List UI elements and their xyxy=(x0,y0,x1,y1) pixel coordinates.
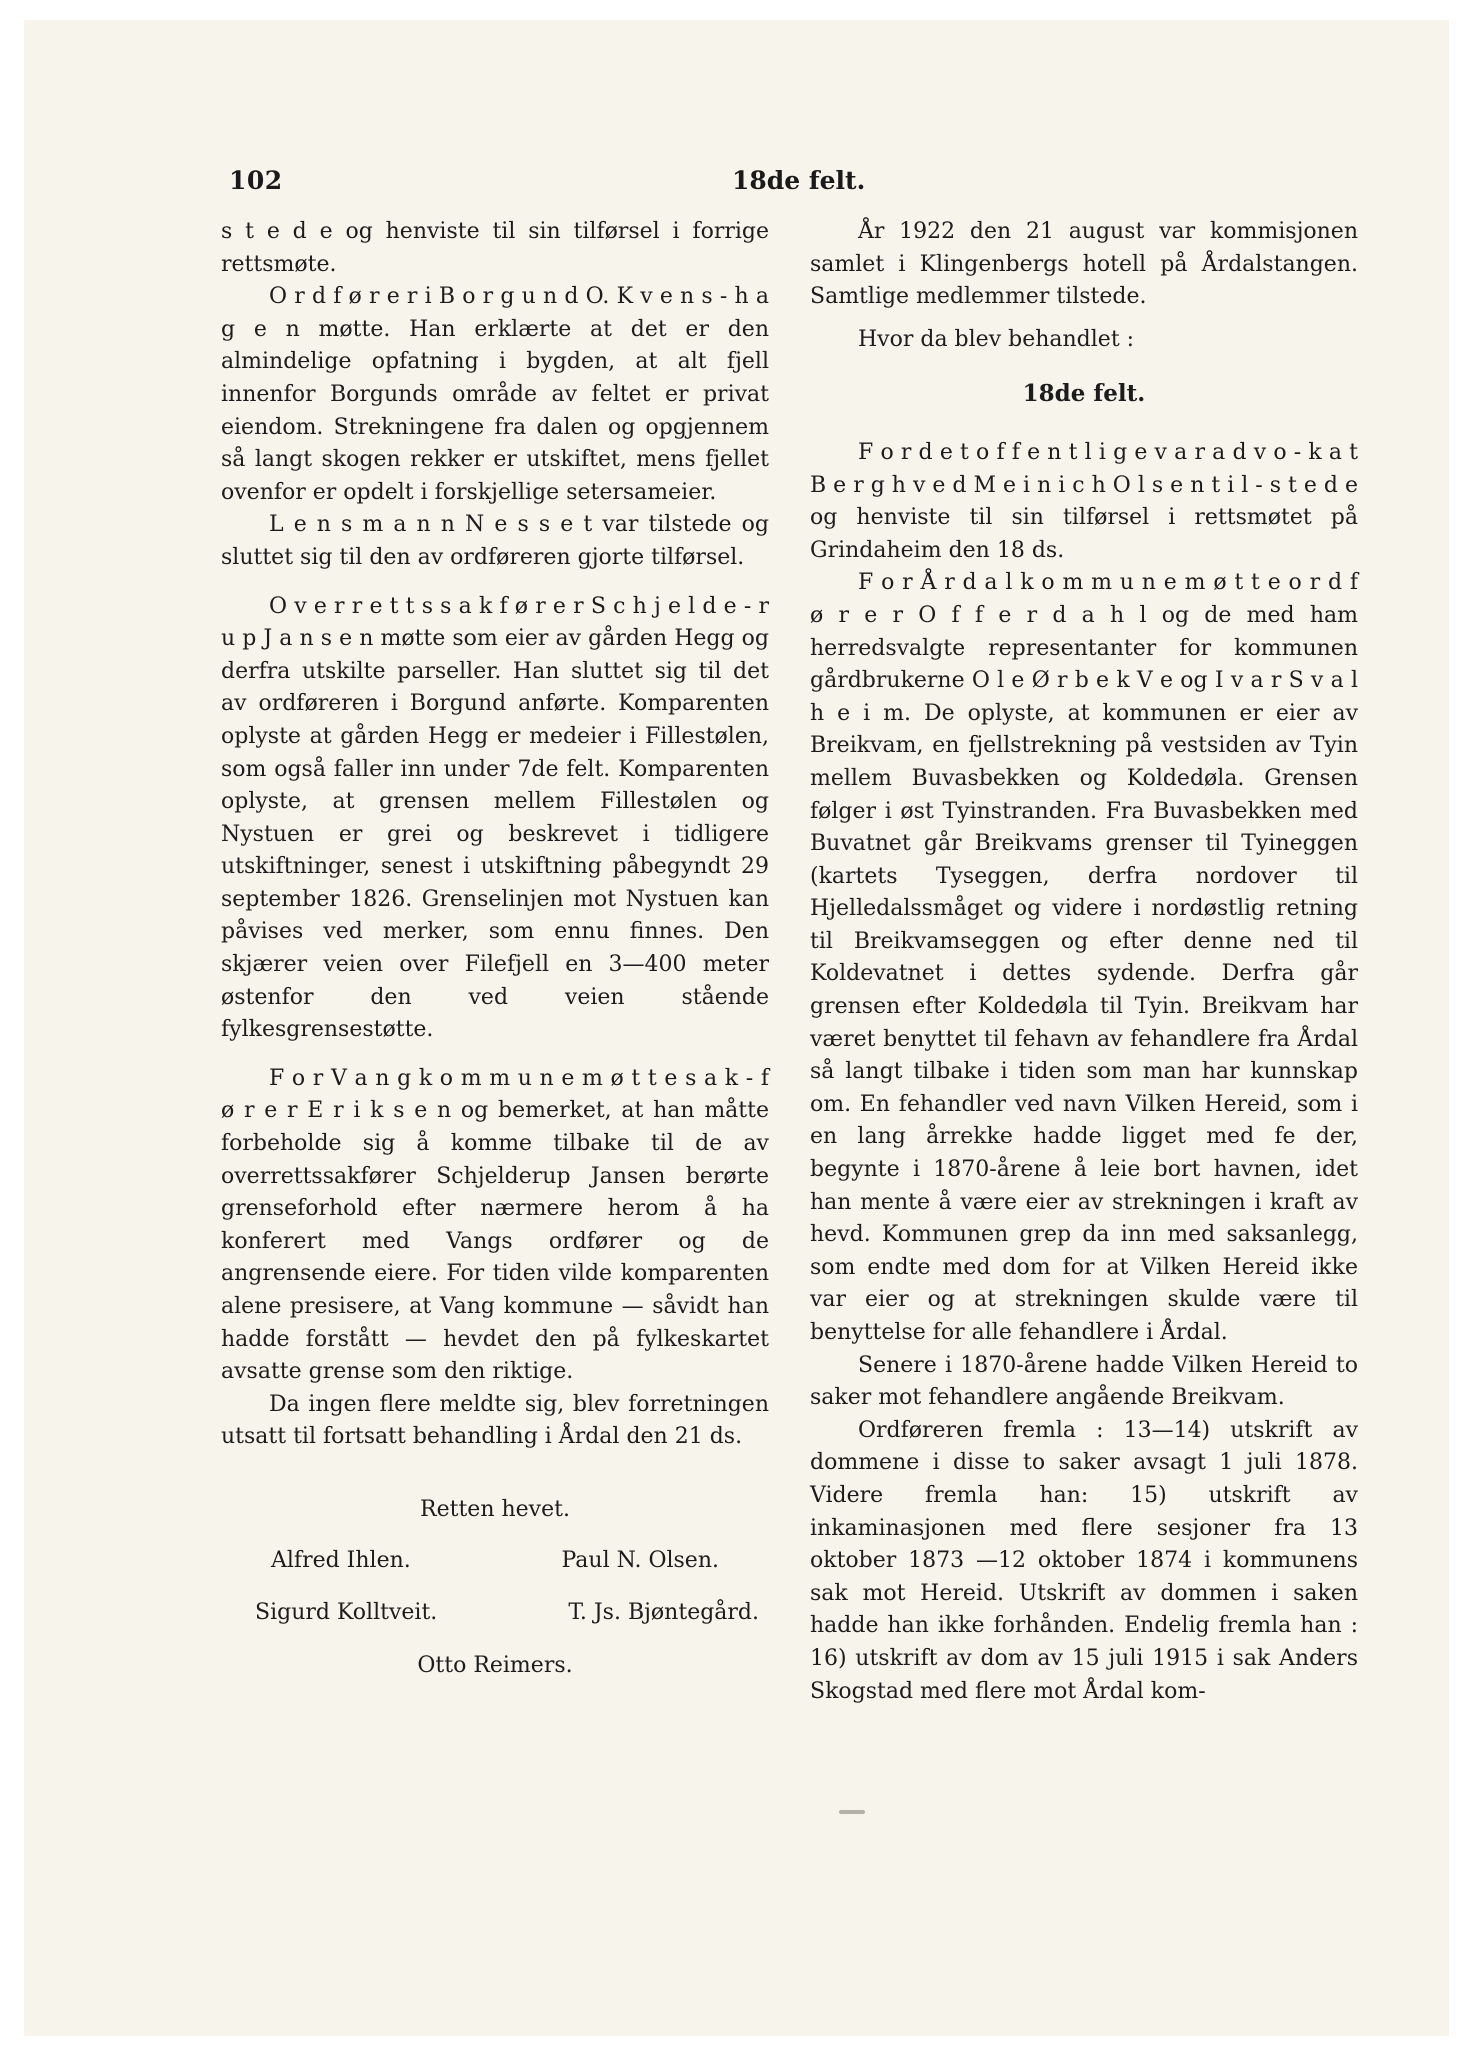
paragraph-text: og henviste til sin tilførsel i forrige rettsmøte. xyxy=(221,219,769,277)
paragraph-text: og xyxy=(1173,668,1215,694)
paragraph-text: og de med ham herredsvalgte representanter for kommunen gårdbrukerne xyxy=(810,602,1358,694)
paragraph xyxy=(221,1063,769,1389)
spaced-name: O l e Ø r b e k V e xyxy=(971,668,1174,694)
paragraph xyxy=(221,216,769,281)
paragraph-text: og henviste til sin tilførsel i rettsmøtet på Grindaheim den 18 ds. xyxy=(810,505,1358,563)
closing-line: Retten hevet. xyxy=(420,1496,570,1522)
spaced-name: F o r V a n g k o m m u n e m ø t t e s a k - f ø r e r E r i k s e n xyxy=(221,1065,769,1124)
paragraph: Senere i 1870-årene hadde Vilken Hereid to saker mot fehandlere angående Breikvam. xyxy=(810,1352,1358,1411)
paragraph: Hvor da blev behandlet : xyxy=(858,326,1135,352)
ink-mark xyxy=(839,1810,865,1814)
signature: Paul N. Olsen. xyxy=(561,1547,719,1573)
signature: Otto Reimers. xyxy=(417,1652,573,1678)
spaced-name: O r d f ø r e r i B o r g u n d O. K v e n s - h a g e n xyxy=(221,284,769,342)
left-column xyxy=(221,216,769,1682)
right-column xyxy=(810,216,1358,1708)
signature: T. Js. Bjøntegård. xyxy=(568,1600,759,1626)
spaced-name: s t e d e xyxy=(221,219,333,244)
paragraph xyxy=(221,509,769,574)
paragraph xyxy=(221,281,769,509)
signature-row xyxy=(255,1597,759,1630)
spaced-name: I v a r S v a l h e i m. xyxy=(810,668,1358,726)
running-head: 18de felt. xyxy=(732,166,866,195)
signature: Sigurd Kolltveit. xyxy=(255,1600,438,1626)
paragraph xyxy=(221,591,769,1047)
paragraph: Ordføreren fremla : 13—14) utskrift av dommene i disse to saker avsagt 1 juli 1878. Videre fremla han: 15) utskrift av inkaminasjonen med flere sesjoner fra 13 oktober 1873 —12 oktober 1874 i kommunens sak mot Hereid. Utskrift av dommen i saken hadde han ikke forhånden. Endelig fremla han : 16) utskrift av dom av 15 juli 1915 i sak Anders Skogstad med flere mot Årdal kom- xyxy=(810,1417,1358,1704)
paragraph-text: De oplyste, at kommunen er eier av Breikvam, en fjellstrekning på vestsiden av Tyin mellem Buvasbekken og Koldedøla. Grensen følger i øst Tyinstranden. Fra Buvasbekken med Buvatnet går Breikvams grenser til Tyineggen (kartets Tyseggen, derfra nordover til Hjelledalssmåget og videre i nordøstlig retning til Breikvamseggen og efter denne ned til Koldevatnet i dettes sydende. Derfra går grensen efter Koldedøla til Tyin. Breikvam har været benyttet til fehavn av fehandlere fra Årdal så langt tilbake i tiden som man har kunnskap om. En fehandler ved navn Vilken Hereid, som i en lang årrekke hadde ligget med fe der, begynte i 1870-årene å leie bort havnen, idet han mente å være eier av strekningen i kraft av hevd. Kommunen grep da inn med saksanlegg, som endte med dom for at Vilken Hereid ikke var eier og at strekningen skulde være til benyttelse for alle fehandlere i Årdal. xyxy=(810,700,1358,1345)
paragraph-text: var tilstede og sluttet sig til den av ordføreren gjorte tilførsel. xyxy=(221,512,769,570)
document-page xyxy=(24,20,1449,2036)
spaced-name: F o r d e t o f f e n t l i g e v a r a d v o - k a t B e r g h v e d M e i n i c h O l s e n t i l - s t e d e xyxy=(810,439,1358,498)
paragraph: År 1922 den 21 august var kommisjonen samlet i Klingenbergs hotell på Årdalstangen. Samtlige medlemmer tilstede. xyxy=(810,219,1358,310)
paragraph xyxy=(810,437,1358,567)
spaced-name: L e n s m a n n N e s s e t xyxy=(269,512,593,538)
page-number: 102 xyxy=(229,166,283,195)
section-heading: 18de felt. xyxy=(1022,380,1146,408)
page-header xyxy=(24,20,1449,200)
paragraph xyxy=(810,567,1358,1349)
spaced-name: O v e r r e t t s s a k f ø r e r S c h j e l d e - r u p J a n s e n xyxy=(221,593,769,652)
paragraph-text: møtte som eier av gården Hegg og derfra utskilte parseller. Han sluttet sig til det av ordføreren i Borgund anførte. Komparenten oplyste at gården Hegg er medeier i Fillestølen, som også faller inn under 7de felt. Komparenten oplyste, at grensen mellem Fillestølen og Nystuen er grei og beskrevet i tidligere utskiftninger, senest i utskiftning påbegyndt 29 september 1826. Grenselinjen mot Nystuen kan påvises ved merker, som ennu finnes. Den skjærer veien over Filefjell en 3—400 meter østenfor den ved veien stående fylkesgrensestøtte. xyxy=(221,626,769,1043)
spaced-name: F o r Å r d a l k o m m u n e m ø t t e o r d f ø r e r O f f e r d a h l xyxy=(810,570,1358,628)
paragraph-text: møtte. Han erklærte at det er den almindelige opfatning i bygden, at alt fjell innenfor Borgunds område av feltet er privat eiendom. Strekningene fra dalen og opgjennem så langt skogen rekker er utskiftet, mens fjellet ovenfor er opdelt i forskjellige setersameier. xyxy=(221,316,769,505)
paragraph-text: og bemerket, at han måtte forbeholde sig å komme tilbake til de av overrettssakfører Schjelderup Jansen berørte grenseforhold efter nærmere herom å ha konferert med Vangs ordfører og de angrensende eiere. For tiden vilde komparenten alene presisere, at Vang kommune — såvidt han hadde forstått — hevdet den på fylkeskartet avsatte grense som den riktige. xyxy=(221,1098,769,1385)
paragraph: Da ingen flere meldte sig, blev forretningen utsatt til fortsatt behandling i Årdal den 21 ds. xyxy=(221,1391,769,1450)
signature-row xyxy=(271,1545,719,1578)
signature: Alfred Ihlen. xyxy=(271,1547,411,1573)
